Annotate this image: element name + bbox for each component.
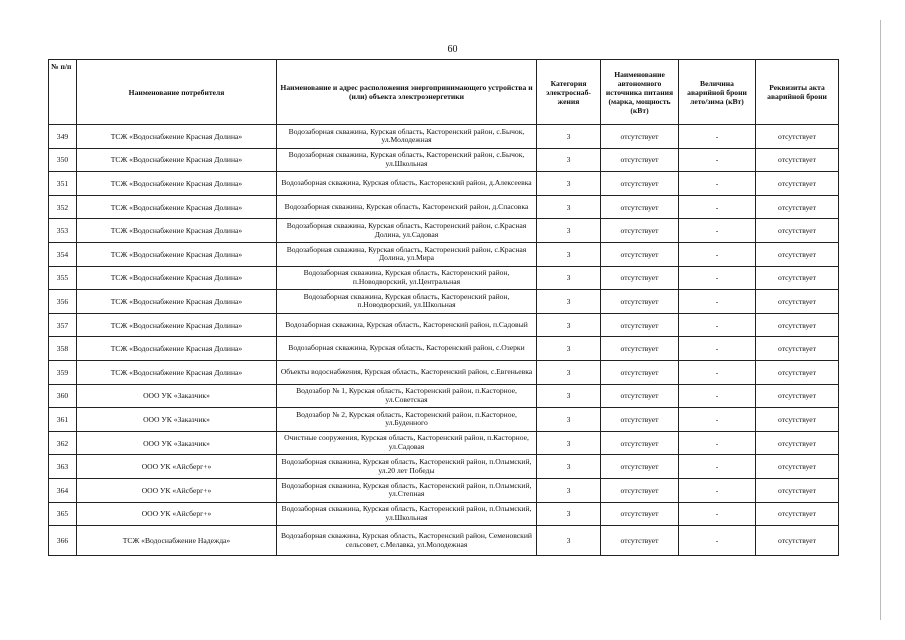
cell-address: Водозаборная скважина, Курская область, Касторенский район, с.Бычок, ул.Молодежная xyxy=(277,125,537,149)
cell-source: отсутствует xyxy=(601,478,679,502)
cell-num: 362 xyxy=(49,431,77,455)
cell-act: отсутствует xyxy=(756,195,839,219)
cell-category: 3 xyxy=(537,360,601,384)
cell-address: Водозаборная скважина, Курская область, Касторенский район, с.Озерки xyxy=(277,337,537,361)
cell-category: 3 xyxy=(537,502,601,526)
cell-act: отсутствует xyxy=(756,431,839,455)
table-row xyxy=(49,242,839,266)
cell-num: 356 xyxy=(49,290,77,314)
cell-category: 3 xyxy=(537,337,601,361)
table-body xyxy=(49,125,839,556)
cell-act: отсутствует xyxy=(756,266,839,290)
cell-reserve: - xyxy=(679,384,756,408)
cell-reserve: - xyxy=(679,408,756,432)
cell-act: отсутствует xyxy=(756,219,839,243)
cell-consumer: ТСЖ «Водоснабжение Красная Долина» xyxy=(77,313,277,337)
cell-address: Водозаборная скважина, Курская область, Касторенский район, д.Спасовка xyxy=(277,195,537,219)
cell-consumer: ООО УК «Айсберг+» xyxy=(77,455,277,479)
cell-reserve: - xyxy=(679,478,756,502)
table-row xyxy=(49,408,839,432)
cell-consumer: ООО УК «Айсберг+» xyxy=(77,478,277,502)
cell-source: отсутствует xyxy=(601,408,679,432)
cell-reserve: - xyxy=(679,526,756,556)
cell-source: отсутствует xyxy=(601,172,679,196)
cell-reserve: - xyxy=(679,195,756,219)
cell-source: отсутствует xyxy=(601,384,679,408)
cell-category: 3 xyxy=(537,313,601,337)
cell-consumer: ТСЖ «Водоснабжение Красная Долина» xyxy=(77,195,277,219)
cell-address: Водозаборная скважина, Курская область, Касторенский район, с.Бычок, ул.Школьная xyxy=(277,148,537,172)
table-row xyxy=(49,195,839,219)
cell-num: 359 xyxy=(49,360,77,384)
cell-act: отсутствует xyxy=(756,360,839,384)
table-row xyxy=(49,478,839,502)
cell-address: Водозаборная скважина, Курская область, Касторенский район, п.Олымский, ул.20 лет Победы xyxy=(277,455,537,479)
cell-consumer: ТСЖ «Водоснабжение Красная Долина» xyxy=(77,290,277,314)
cell-address: Очистные сооружения, Курская область, Касторенский район, п.Касторное, ул.Садовая xyxy=(277,431,537,455)
table-row xyxy=(49,360,839,384)
cell-category: 3 xyxy=(537,455,601,479)
cell-source: отсутствует xyxy=(601,502,679,526)
cell-num: 350 xyxy=(49,148,77,172)
cell-category: 3 xyxy=(537,148,601,172)
cell-category: 3 xyxy=(537,478,601,502)
cell-num: 352 xyxy=(49,195,77,219)
table-row xyxy=(49,219,839,243)
cell-consumer: ТСЖ «Водоснабжение Красная Долина» xyxy=(77,337,277,361)
cell-num: 366 xyxy=(49,526,77,556)
cell-act: отсутствует xyxy=(756,172,839,196)
cell-category: 3 xyxy=(537,219,601,243)
margin-line xyxy=(880,20,881,620)
cell-consumer: ТСЖ «Водоснабжение Надежда» xyxy=(77,526,277,556)
cell-num: 355 xyxy=(49,266,77,290)
cell-act: отсутствует xyxy=(756,384,839,408)
cell-category: 3 xyxy=(537,526,601,556)
cell-num: 353 xyxy=(49,219,77,243)
consumers-table xyxy=(48,59,839,556)
cell-reserve: - xyxy=(679,431,756,455)
cell-consumer: ТСЖ «Водоснабжение Красная Долина» xyxy=(77,172,277,196)
header-reserve: Величина аварийной брони лето/зима (кВт) xyxy=(679,60,756,125)
cell-act: отсутствует xyxy=(756,125,839,149)
cell-consumer: ООО УК «Заказчик» xyxy=(77,384,277,408)
table-row xyxy=(49,526,839,556)
cell-num: 364 xyxy=(49,478,77,502)
cell-source: отсутствует xyxy=(601,337,679,361)
cell-consumer: ТСЖ «Водоснабжение Красная Долина» xyxy=(77,360,277,384)
table-row xyxy=(49,337,839,361)
cell-source: отсутствует xyxy=(601,219,679,243)
cell-address: Водозабор № 2, Курская область, Касторенский район, п.Касторное, ул.Буденного xyxy=(277,408,537,432)
cell-consumer: ТСЖ «Водоснабжение Красная Долина» xyxy=(77,125,277,149)
cell-consumer: ТСЖ «Водоснабжение Красная Долина» xyxy=(77,219,277,243)
cell-source: отсутствует xyxy=(601,266,679,290)
cell-address: Водозаборная скважина, Курская область, Касторенский район, п.Новодворский, ул.Центральная xyxy=(277,266,537,290)
cell-source: отсутствует xyxy=(601,431,679,455)
table-row xyxy=(49,172,839,196)
cell-reserve: - xyxy=(679,172,756,196)
cell-consumer: ТСЖ «Водоснабжение Красная Долина» xyxy=(77,266,277,290)
cell-address: Водозаборная скважина, Курская область, Касторенский район, д.Алексеевка xyxy=(277,172,537,196)
cell-source: отсутствует xyxy=(601,125,679,149)
cell-reserve: - xyxy=(679,455,756,479)
cell-act: отсутствует xyxy=(756,526,839,556)
cell-address: Водозаборная скважина, Курская область, Касторенский район, п.Новодворский, ул.Школьная xyxy=(277,290,537,314)
cell-act: отсутствует xyxy=(756,455,839,479)
cell-source: отсутствует xyxy=(601,313,679,337)
header-consumer: Наименование потребителя xyxy=(77,60,277,125)
cell-reserve: - xyxy=(679,360,756,384)
table-row xyxy=(49,266,839,290)
cell-source: отсутствует xyxy=(601,360,679,384)
cell-num: 361 xyxy=(49,408,77,432)
cell-address: Водозаборная скважина, Курская область, Касторенский район, п.Олымский, ул.Школьная xyxy=(277,502,537,526)
cell-act: отсутствует xyxy=(756,408,839,432)
cell-category: 3 xyxy=(537,242,601,266)
table-row xyxy=(49,455,839,479)
table-row xyxy=(49,148,839,172)
table-header-row xyxy=(49,60,839,125)
cell-num: 351 xyxy=(49,172,77,196)
cell-act: отсутствует xyxy=(756,337,839,361)
cell-address: Объекты водоснабжения, Курская область, Касторенский район, с.Евгеньевка xyxy=(277,360,537,384)
cell-reserve: - xyxy=(679,313,756,337)
cell-address: Водозаборная скважина, Курская область, Касторенский район, с.Красная Долина, ул.Мира xyxy=(277,242,537,266)
cell-address: Водозаборная скважина, Курская область, Касторенский район, с.Красная Долина, ул.Садовая xyxy=(277,219,537,243)
cell-address: Водозаборная скважина, Курская область, Касторенский район, п.Олымский, ул.Степная xyxy=(277,478,537,502)
cell-num: 354 xyxy=(49,242,77,266)
cell-reserve: - xyxy=(679,337,756,361)
cell-category: 3 xyxy=(537,195,601,219)
cell-act: отсутствует xyxy=(756,242,839,266)
cell-category: 3 xyxy=(537,266,601,290)
cell-source: отсутствует xyxy=(601,290,679,314)
table-row xyxy=(49,502,839,526)
cell-source: отсутствует xyxy=(601,148,679,172)
cell-act: отсутствует xyxy=(756,502,839,526)
cell-reserve: - xyxy=(679,502,756,526)
page-number: 60 xyxy=(447,44,458,55)
header-act: Реквизиты акта аварийной брони xyxy=(756,60,839,125)
table-row xyxy=(49,431,839,455)
cell-num: 365 xyxy=(49,502,77,526)
cell-source: отсутствует xyxy=(601,195,679,219)
cell-reserve: - xyxy=(679,125,756,149)
cell-consumer: ООО УК «Заказчик» xyxy=(77,431,277,455)
cell-category: 3 xyxy=(537,125,601,149)
cell-address: Водозабор № 1, Курская область, Касторенский район, п.Касторное, ул.Советская xyxy=(277,384,537,408)
cell-num: 349 xyxy=(49,125,77,149)
table-row xyxy=(49,384,839,408)
cell-num: 357 xyxy=(49,313,77,337)
cell-consumer: ООО УК «Айсберг+» xyxy=(77,502,277,526)
table-row xyxy=(49,290,839,314)
header-source: Наименование автономного источника питания (марка, мощность (кВт) xyxy=(601,60,679,125)
cell-reserve: - xyxy=(679,148,756,172)
cell-category: 3 xyxy=(537,172,601,196)
cell-source: отсутствует xyxy=(601,526,679,556)
cell-num: 358 xyxy=(49,337,77,361)
cell-address: Водозаборная скважина, Курская область, Касторенский район, Семеновский сельсовет, с.Мелавка, ул.Молодежная xyxy=(277,526,537,556)
cell-category: 3 xyxy=(537,431,601,455)
cell-reserve: - xyxy=(679,266,756,290)
cell-address: Водозаборная скважина, Курская область, Касторенский район, п.Садовый xyxy=(277,313,537,337)
cell-act: отсутствует xyxy=(756,313,839,337)
header-category: Категория электроснаб-жения xyxy=(537,60,601,125)
cell-category: 3 xyxy=(537,408,601,432)
cell-reserve: - xyxy=(679,219,756,243)
cell-source: отсутствует xyxy=(601,242,679,266)
cell-reserve: - xyxy=(679,290,756,314)
cell-consumer: ООО УК «Заказчик» xyxy=(77,408,277,432)
cell-act: отсутствует xyxy=(756,148,839,172)
cell-num: 360 xyxy=(49,384,77,408)
cell-consumer: ТСЖ «Водоснабжение Красная Долина» xyxy=(77,242,277,266)
cell-consumer: ТСЖ «Водоснабжение Красная Долина» xyxy=(77,148,277,172)
header-address: Наименование и адрес расположения энергопринимающего устройства и (или) объекта электроэнергетики xyxy=(277,60,537,125)
cell-category: 3 xyxy=(537,290,601,314)
table-row xyxy=(49,313,839,337)
cell-act: отсутствует xyxy=(756,290,839,314)
cell-reserve: - xyxy=(679,242,756,266)
cell-category: 3 xyxy=(537,384,601,408)
table-row xyxy=(49,125,839,149)
cell-num: 363 xyxy=(49,455,77,479)
cell-act: отсутствует xyxy=(756,478,839,502)
cell-source: отсутствует xyxy=(601,455,679,479)
header-num: № п/п xyxy=(49,60,77,125)
